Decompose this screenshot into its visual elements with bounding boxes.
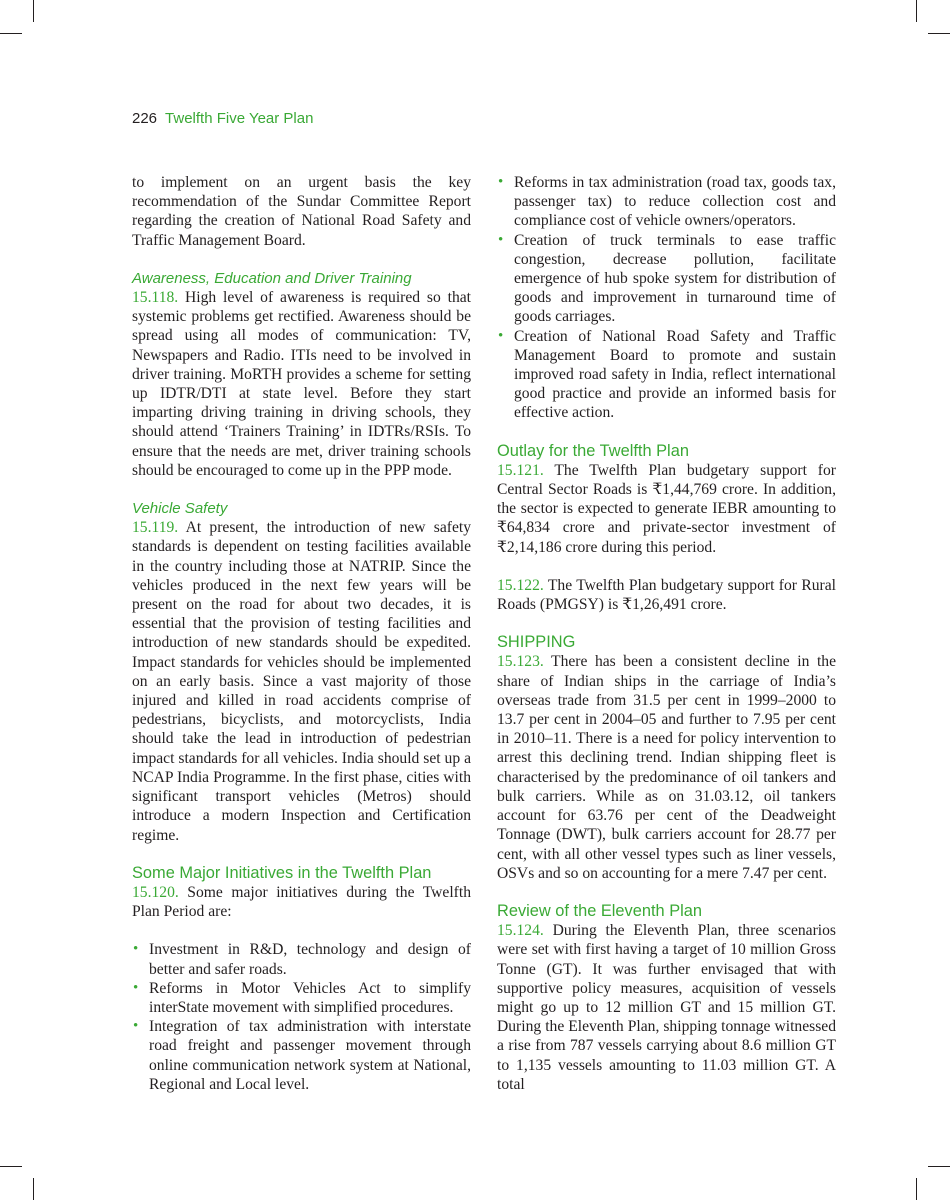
list-item-text: Creation of truck terminals to ease traffic congestion, decrease pollution, facilitate emergence of hub spoke system for distribution of goods and improvement in turnaround time of goods carriages. [514, 231, 836, 326]
left-column [132, 173, 471, 1094]
paragraph-text: High level of awareness is required so that systemic problems get rectified. Awareness should be spread using all modes of communication: TV, Newspapers and Radio. ITIs need to be involved in driver training. MoRTH provides a scheme for setting up IDTR/DTI at state level. Before they start imparting driving training in driving schools, they should attend ‘Trainers Training’ in IDTRs/RSIs. To ensure that the needs are met, driver training schools should be encouraged to come up in the PPP mode. [132, 289, 471, 479]
paragraph-number: 15.119. [132, 519, 179, 537]
paragraph-text: The Twelfth Plan budgetary support for Central Sector Roads is ₹1,44,769 crore. In addition, the sector is expected to generate IEBR amounting to ₹64,834 crore and private-sector investment of ₹2,14,186 crore during this period. [497, 461, 836, 556]
paragraph-15-120 [132, 883, 471, 921]
paragraph-text: During the Eleventh Plan, three scenarios were set with first having a target of 10 million Gross Tonne (GT). It was further envisaged that with supportive policy measures, acquisition of vessels might go up to 12 million GT and 15 million GT. During the Eleventh Plan, shipping tonnage witnessed a rise from 787 vessels carrying about 8.6 million GT to 1,135 vessels amounting to 11.03 million GT. A total [497, 922, 836, 1093]
shipping-heading: SHIPPING [497, 633, 576, 652]
running-head [132, 110, 313, 128]
initiatives-list-continued [497, 173, 836, 423]
paragraph-text: Some major initiatives during the Twelfth Plan Period are: [132, 883, 471, 921]
list-item [497, 231, 836, 327]
crop-mark [0, 33, 22, 34]
page-number: 226 [132, 110, 158, 127]
paragraph-number: 15.123. [497, 653, 544, 671]
outlay-heading: Outlay for the Twelfth Plan [497, 441, 689, 460]
crop-mark [916, 0, 917, 22]
list-item-text: Investment in R&D, technology and design of better and safer roads. [149, 941, 471, 978]
paragraph-15-121 [497, 461, 836, 557]
list-item [497, 173, 836, 231]
bullet-icon: • [133, 979, 139, 996]
crop-mark [928, 33, 950, 34]
vehicle-safety-heading: Vehicle Safety [132, 500, 228, 518]
awareness-heading: Awareness, Education and Driver Training [132, 269, 412, 287]
bullet-icon: • [498, 327, 504, 344]
paragraph-number: 15.120. [132, 883, 179, 901]
list-item-text: Reforms in tax administration (road tax, goods tax, passenger tax) to reduce collection cost and compliance cost of vehicle owners/operators. [514, 174, 836, 230]
paragraph-15-118 [132, 288, 471, 480]
running-head-title: Twelfth Five Year Plan [165, 110, 314, 127]
list-item [132, 1017, 471, 1094]
paragraph-text: At present, the introduction of new safety standards is dependent on testing facilities available in the country including those at NATRIP. Since the vehicles produced in the next few years will be present on the road for about two decades, it is essential that the provision of testing facilities and introduction of new standards should be expedited. Impact standards for vehicles should be implemented on an early basis. Since a vast majority of those injured and killed in road accidents comprise of pedestrians, bicyclists, and motorcyclists, India should take the lead in introduction of pedestrian impact standards for all vehicles. India should set up a NCAP India Programme. In the first phase, cities with significant transport vehicles (Metros) should introduce a modern Inspection and Certification regime. [132, 519, 471, 844]
initiatives-list [132, 940, 471, 1094]
paragraph-number: 15.122. [497, 576, 544, 594]
review-heading: Review of the Eleventh Plan [497, 901, 703, 920]
intro-paragraph: to implement on an urgent basis the key recommendation of the Sundar Committee Report regarding the creation of National Road Safety and Traffic Management Board. [132, 174, 471, 249]
bullet-icon: • [133, 1018, 139, 1035]
list-item-text: Integration of tax administration with interstate road freight and passenger movement through online communication network system at National, Regional and Local level. [149, 1018, 471, 1093]
paragraph-text: There has been a consistent decline in the share of Indian ships in the carriage of India’s overseas trade from 31.5 per cent in 1999–2000 to 13.7 per cent in 2004–05 and further to 7.95 per cent in 2010–11. There is a need for policy intervention to arrest this declining trend. Indian shipping fleet is characterised by the predominance of oil tankers and bulk carriers. While as on 31.03.12, oil tankers account for 63.76 per cent of the Deadweight Tonnage (DWT), bulk carriers account for 28.77 per cent, with all other vessel types such as liner vessels, OSVs and so on accounting for a mere 7.47 per cent. [497, 653, 836, 882]
list-item-text: Creation of National Road Safety and Traffic Management Board to promote and sustain improved road safety in India, reflect international good practice and provide an informed basis for effective action. [514, 327, 836, 422]
list-item-text: Reforms in Motor Vehicles Act to simplify interState movement with simplified procedures. [149, 979, 471, 1016]
paragraph-15-122 [497, 576, 836, 614]
bullet-icon: • [133, 941, 139, 958]
paragraph-number: 15.124. [497, 922, 544, 940]
paragraph-15-123 [497, 652, 836, 882]
paragraph-text: The Twelfth Plan budgetary support for Rural Roads (PMGSY) is ₹1,26,491 crore. [497, 576, 836, 614]
crop-mark [0, 1166, 22, 1167]
paragraph-15-124 [497, 921, 836, 1094]
paragraph-15-119 [132, 518, 471, 844]
list-item [132, 979, 471, 1017]
bullet-icon: • [498, 174, 504, 190]
crop-mark [33, 1178, 34, 1200]
paragraph-number: 15.118. [132, 289, 179, 307]
list-item [497, 327, 836, 423]
list-item [132, 940, 471, 978]
initiatives-heading: Some Major Initiatives in the Twelfth Plan [132, 863, 432, 882]
crop-mark [33, 0, 34, 22]
paragraph-number: 15.121. [497, 461, 544, 479]
right-column [497, 173, 836, 1094]
bullet-icon: • [498, 231, 504, 248]
crop-mark [916, 1178, 917, 1200]
crop-mark [928, 1166, 950, 1167]
